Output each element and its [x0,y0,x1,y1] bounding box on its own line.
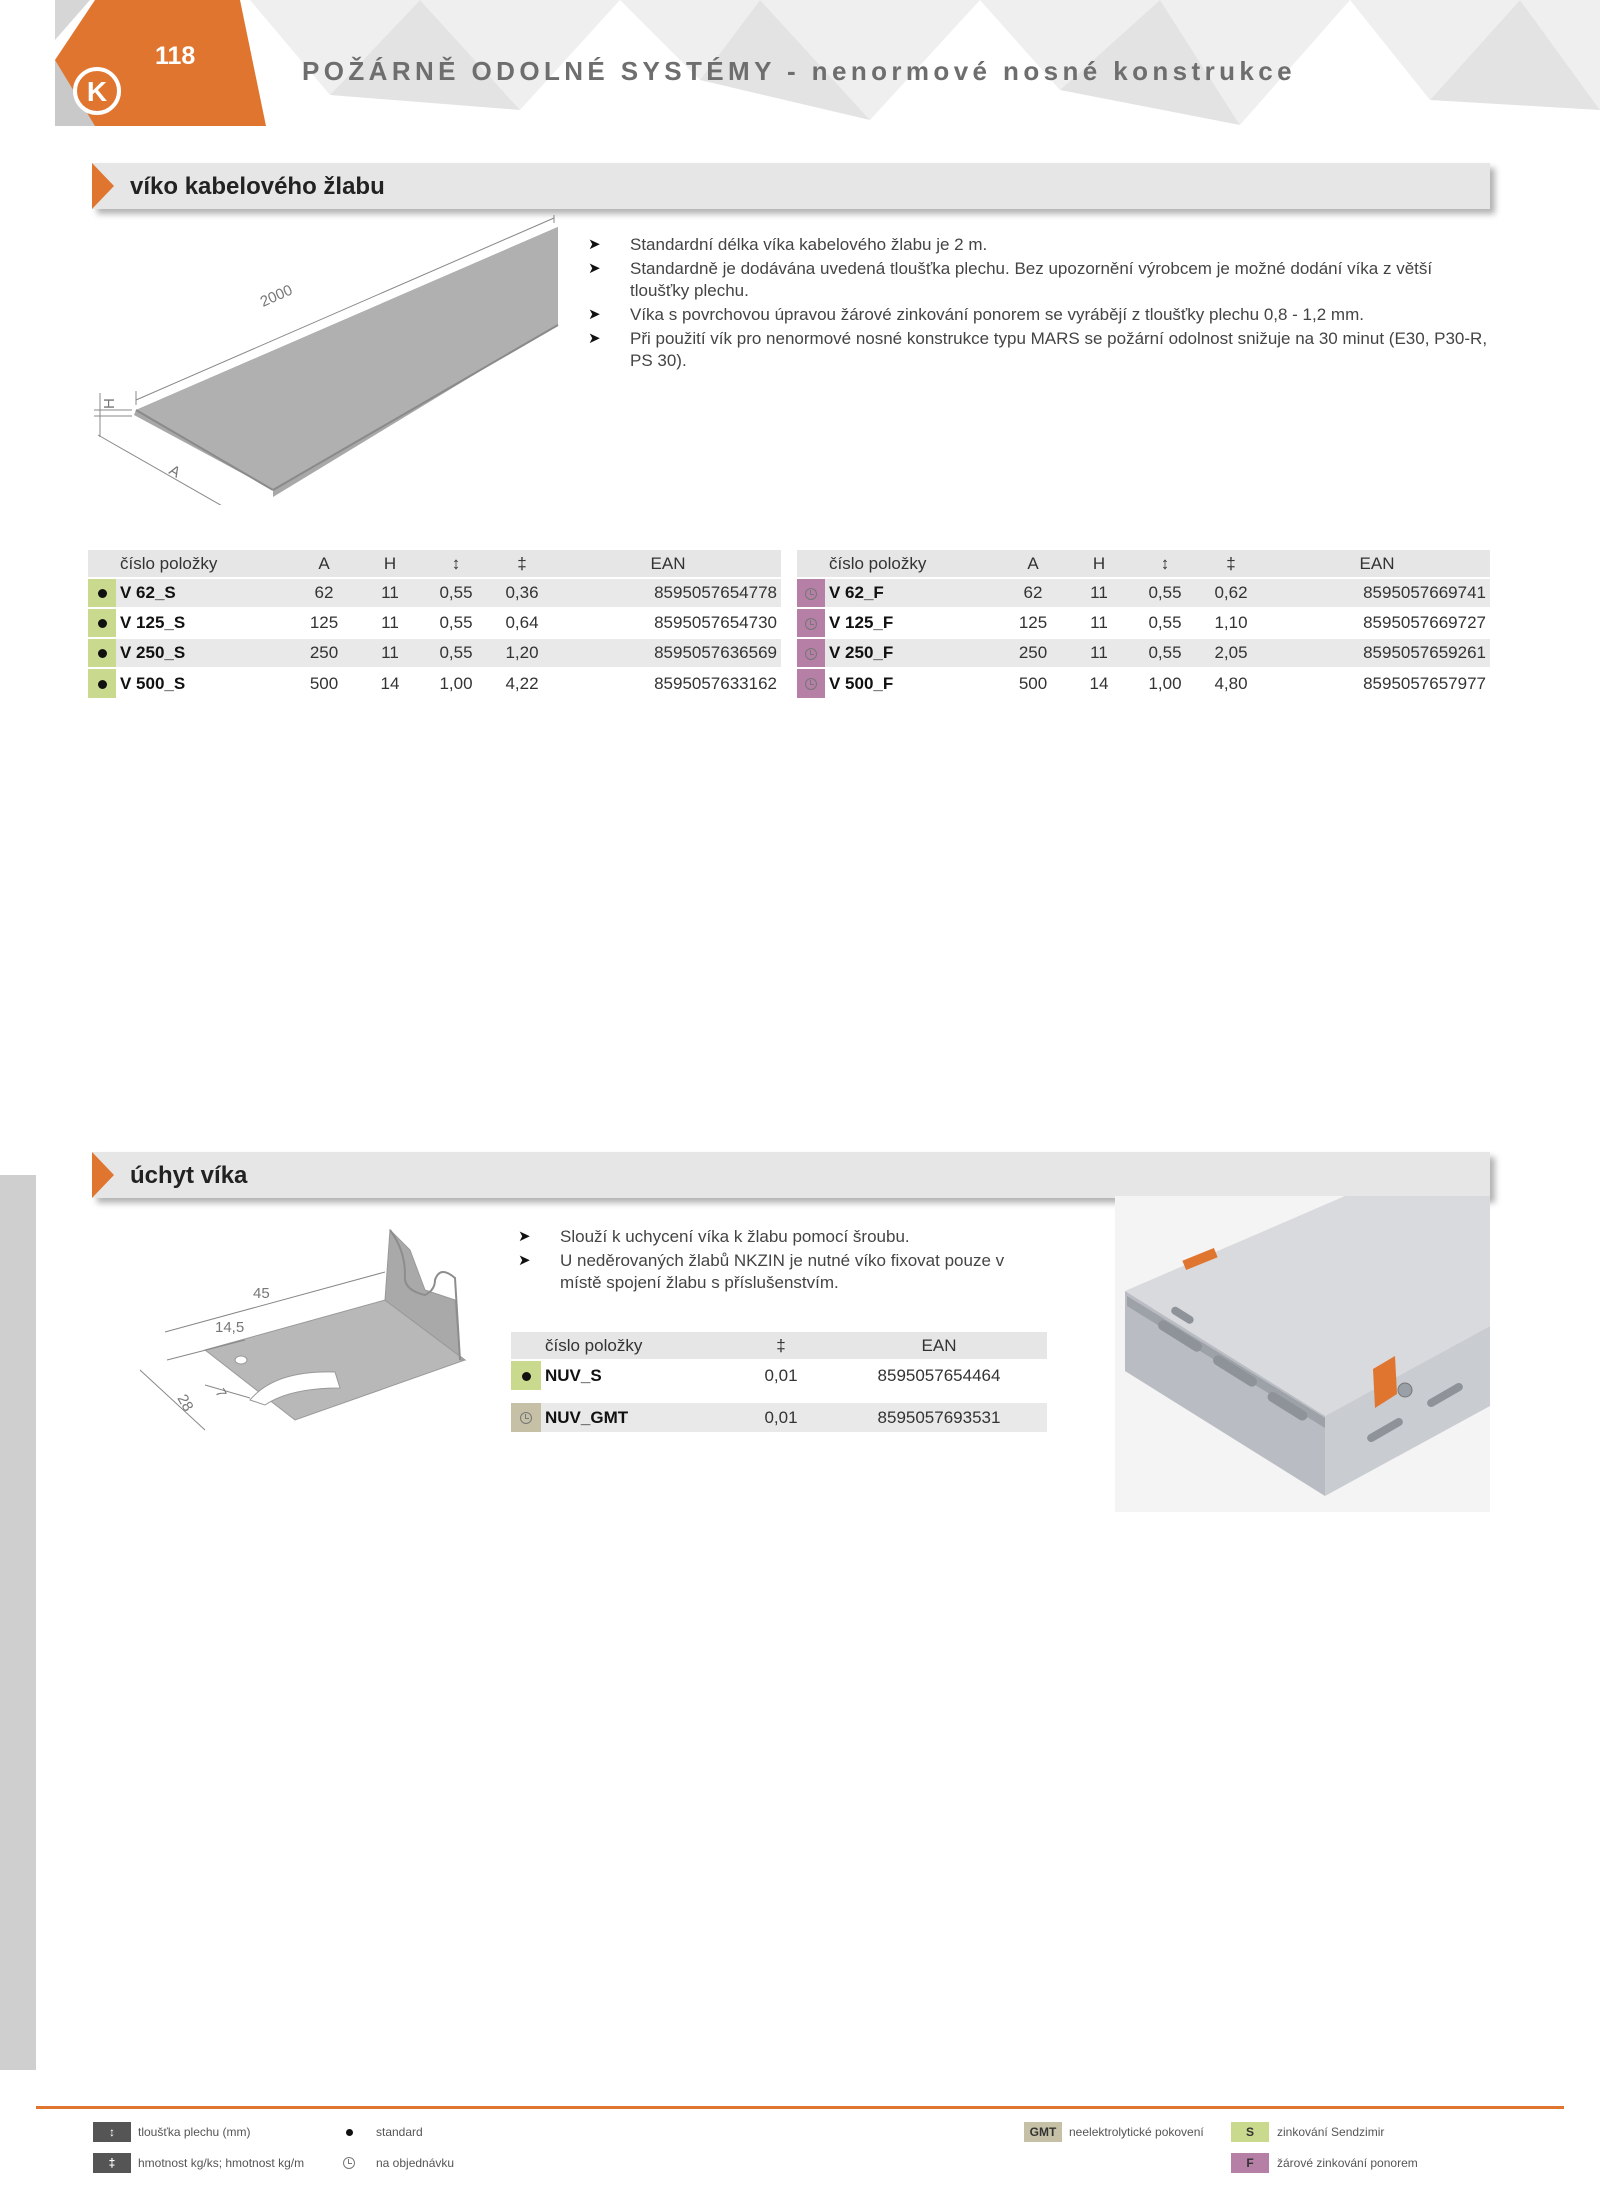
dim-45: 45 [253,1285,270,1302]
section-arrow-icon [92,163,114,209]
legend-standard-icon [346,2129,353,2136]
arrow-bullet-icon: ➤ [588,306,601,323]
legend-thickness: tloušťka plechu (mm) [138,2125,251,2139]
svg-text:K: K [86,76,108,107]
legend-s-badge: S [1231,2122,1269,2142]
col-h: H [1066,550,1132,578]
legend-gmt: neelektrolytické pokovení [1069,2125,1204,2139]
col-a: A [1000,550,1066,578]
legend-weight-icon: ‡ [93,2153,131,2173]
col-code: číslo položky [825,550,1000,578]
table-row: V 250_S 250 11 0,55 1,20 8595057636569 [88,638,781,668]
dim-height: H [101,398,118,409]
col-weight-icon: ‡ [1198,550,1264,578]
table-cover-hot-dip [797,550,1490,698]
table-row: V 500_S 500 14 1,00 4,22 8595057633162 [88,668,781,698]
dim-length: 2000 [257,281,296,311]
arrow-bullet-icon: ➤ [588,260,601,277]
col-weight-icon: ‡ [489,550,555,578]
table-row: V 250_F 250 11 0,55 2,05 8595057659261 [797,638,1490,668]
table-clip [511,1332,1047,1432]
legend-s: zinkování Sendzimir [1277,2125,1385,2139]
dim-7: 7 [212,1385,231,1401]
legend-weight: hmotnost kg/ks; hmotnost kg/m [138,2156,305,2170]
dim-width: A [166,461,184,482]
legend-f-badge: F [1231,2153,1269,2173]
legend-clock-icon [343,2157,355,2169]
page-number: 118 [155,42,196,70]
legend-standard: standard [376,2125,423,2139]
section-title: úchyt víka [130,1162,248,1189]
arrow-bullet-icon: ➤ [518,1228,531,1245]
list-item: ➤ Standardní délka víka kabelového žlabu je 2 m. [588,235,988,254]
clip-notes [518,1226,1048,1296]
col-ean: EAN [555,550,781,578]
col-weight-icon: ‡ [731,1332,831,1360]
legend-on-order: na objednávku [376,2156,455,2170]
col-code: číslo položky [116,550,291,578]
clock-icon [805,648,817,660]
list-item: ➤ Víka s povrchovou úpravou žárové zinkování ponorem se vyrábějí z tloušťky plechu 0,8 - 1,2 mm. [588,305,1364,324]
clock-icon [805,618,817,630]
cover-drawing [88,215,568,505]
clip-drawing [135,1220,475,1450]
table-row: NUV_S 0,01 8595057654464 [511,1360,1047,1390]
col-ean: EAN [831,1332,1047,1360]
table-row: V 62_F 62 11 0,55 0,62 8595057669741 [797,578,1490,608]
standard-icon [98,619,107,628]
arrow-bullet-icon: ➤ [588,330,601,347]
company-logo [72,66,122,116]
legend-thickness-icon: ↕ [93,2122,131,2142]
list-item: ➤ Při použití vík pro nenormové nosné konstrukce typu MARS se požární odolnost snižuje na 30 minut (E30, P30-R, PS 30). [588,329,1488,370]
col-thickness-icon: ↕ [423,550,489,578]
col-ean: EAN [1264,550,1490,578]
legend-gmt-badge: GMT [1024,2122,1062,2142]
page-title: POŽÁRNĚ ODOLNÉ SYSTÉMY - nenormové nosné konstrukce [302,56,1296,86]
side-strip [0,1175,36,2070]
col-h: H [357,550,423,578]
table-row: V 500_F 500 14 1,00 4,80 8595057657977 [797,668,1490,698]
standard-icon [98,680,107,689]
standard-icon [522,1372,531,1381]
list-item: ➤ Slouží k uchycení víka k žlabu pomocí šroubu. [518,1227,910,1246]
arrow-bullet-icon: ➤ [518,1252,531,1269]
clock-icon [805,588,817,600]
table-row: V 62_S 62 11 0,55 0,36 8595057654778 [88,578,781,608]
col-thickness-icon: ↕ [1132,550,1198,578]
list-item: ➤ U neděrovaných žlabů NKZIN je nutné víko fixovat pouze v místě spojení žlabu s příslušenstvím. [518,1251,1005,1292]
arrow-bullet-icon: ➤ [588,236,601,253]
standard-icon [98,589,107,598]
cover-notes [588,234,1488,374]
table-row: V 125_S 125 11 0,55 0,64 8595057654730 [88,608,781,638]
section-header-cover-clip [92,1152,1490,1198]
standard-icon [98,649,107,658]
table-row: NUV_GMT 0,01 8595057693531 [511,1402,1047,1432]
col-code: číslo položky [541,1332,731,1360]
footer-divider [36,2106,1564,2109]
list-item: ➤ Standardně je dodávána uvedená tloušťka plechu. Bez upozornění výrobcem je možné dodání víka z větší tloušťky plechu. [588,259,1433,300]
section-header-cable-tray-cover [92,163,1490,209]
section-title: víko kabelového žlabu [130,173,385,200]
cable-tray-photo [1115,1196,1490,1512]
clock-icon [805,678,817,690]
section-arrow-icon [92,1152,114,1198]
clock-icon [520,1412,532,1424]
dim-28: 28 [173,1391,197,1415]
legend-f: žárové zinkování ponorem [1277,2156,1418,2170]
dim-14-5: 14,5 [215,1319,245,1336]
table-row: V 125_F 125 11 0,55 1,10 8595057669727 [797,608,1490,638]
table-cover-sendzimir [88,550,781,698]
col-a: A [291,550,357,578]
